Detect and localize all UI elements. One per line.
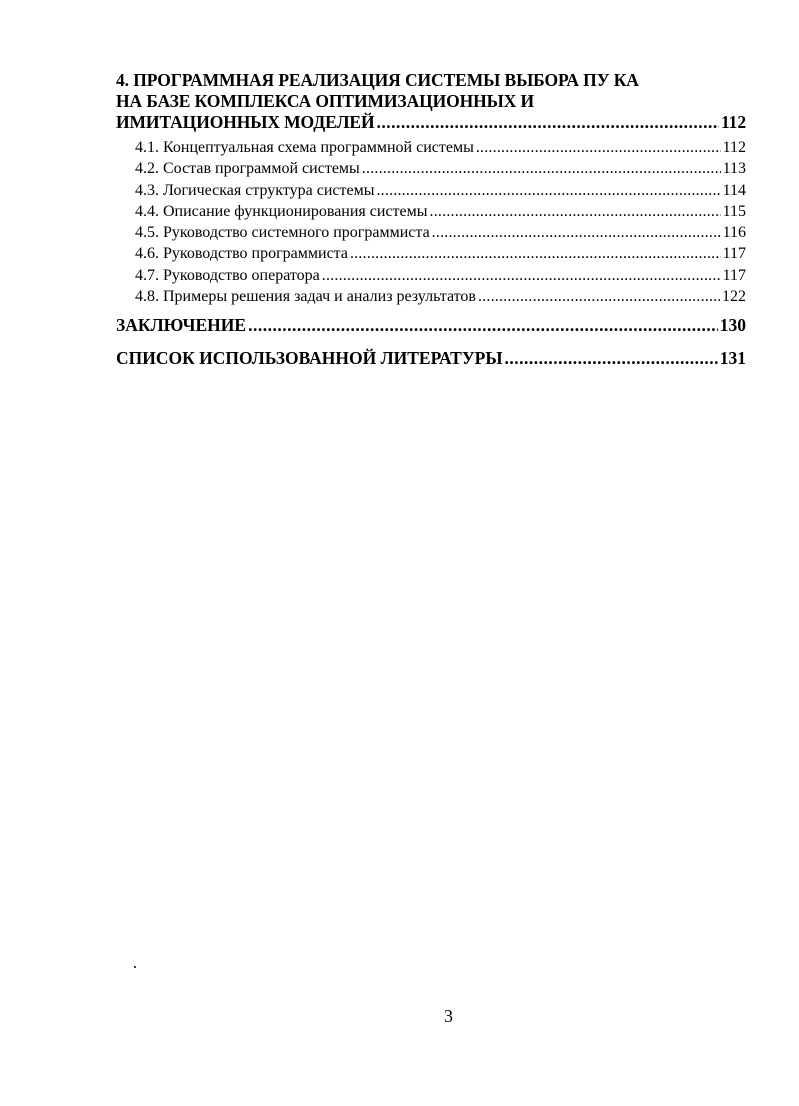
toc-page-number: 117 bbox=[722, 245, 746, 263]
toc-entry-label: СПИСОК ИСПОЛЬЗОВАННОЙ ЛИТЕРАТУРЫ bbox=[116, 348, 503, 369]
chapter-title-line-1: 4. ПРОГРАММНАЯ РЕАЛИЗАЦИЯ СИСТЕМЫ ВЫБОРА ПУ КА bbox=[116, 70, 639, 90]
toc-entry bbox=[135, 286, 746, 307]
dot-leader bbox=[430, 201, 721, 222]
toc-entry bbox=[135, 180, 746, 201]
table-of-contents bbox=[116, 70, 746, 369]
toc-chapter-4 bbox=[116, 70, 746, 133]
dot-leader bbox=[362, 158, 721, 179]
toc-entry-label: 4.7. Руководство оператора bbox=[135, 266, 320, 284]
toc-page-number: 122 bbox=[722, 288, 746, 306]
toc-page-number: 114 bbox=[722, 181, 746, 199]
dot-leader bbox=[350, 243, 721, 264]
toc-entry-label: 4.4. Описание функционирования системы bbox=[135, 202, 428, 220]
dot-leader bbox=[377, 112, 719, 133]
dot-leader bbox=[322, 265, 721, 286]
chapter-title-line-3: ИМИТАЦИОННЫХ МОДЕЛЕЙ bbox=[116, 112, 375, 132]
toc-entry-conclusion bbox=[116, 315, 746, 336]
toc-page-number: 116 bbox=[722, 224, 746, 242]
toc-page-number: 131 bbox=[719, 348, 746, 369]
toc-entry bbox=[135, 158, 746, 179]
toc-entry-label: 4.5. Руководство системного программиста bbox=[135, 224, 430, 242]
page-number: 3 bbox=[444, 1006, 453, 1026]
toc-entry-references bbox=[116, 348, 746, 369]
toc-entry bbox=[135, 201, 746, 222]
dot-leader bbox=[478, 286, 720, 307]
toc-entry bbox=[135, 265, 746, 286]
toc-page-number: 130 bbox=[719, 315, 746, 336]
toc-entry-label: 4.2. Состав программой системы bbox=[135, 160, 360, 178]
scan-speck bbox=[134, 966, 136, 968]
chapter-title-line-3-row bbox=[116, 112, 746, 133]
toc-page-number: 112 bbox=[722, 139, 746, 156]
toc-entry bbox=[135, 222, 746, 243]
dot-leader bbox=[376, 180, 720, 201]
chapter-title-line-2: НА БАЗЕ КОМПЛЕКСА ОПТИМИЗАЦИОННЫХ И bbox=[116, 91, 535, 111]
dot-leader bbox=[248, 315, 718, 336]
toc-entry bbox=[135, 243, 746, 264]
toc-entry bbox=[135, 137, 746, 158]
toc-subsection-list bbox=[116, 137, 746, 307]
toc-entry-label: ЗАКЛЮЧЕНИЕ bbox=[116, 315, 247, 336]
toc-entry-label: 4.6. Руководство программиста bbox=[135, 245, 348, 263]
toc-page-number: 117 bbox=[722, 266, 746, 284]
dot-leader bbox=[505, 348, 718, 369]
toc-entry-label: 4.8. Примеры решения задач и анализ результатов bbox=[135, 288, 476, 306]
toc-entry-label: 4.3. Логическая структура системы bbox=[135, 181, 375, 199]
toc-entry-label: 4.1. Концептуальная схема программной системы bbox=[135, 139, 474, 156]
toc-page-number: 113 bbox=[722, 160, 746, 178]
dot-leader bbox=[432, 222, 721, 243]
page-number-footer bbox=[0, 1005, 799, 1027]
toc-page-number: 112 bbox=[721, 112, 746, 132]
toc-page-number: 115 bbox=[722, 202, 746, 220]
dot-leader bbox=[476, 137, 721, 158]
